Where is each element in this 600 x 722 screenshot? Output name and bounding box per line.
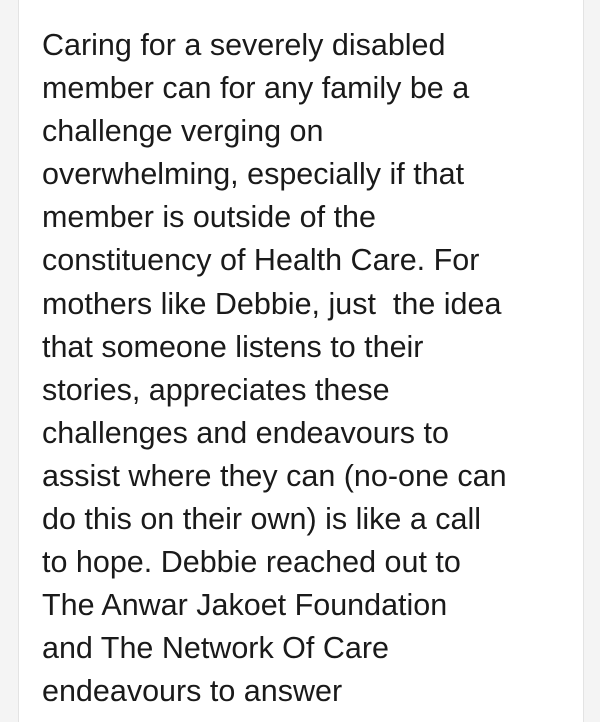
paragraph-line: challenge verging on <box>42 114 324 149</box>
paragraph-line: endeavours to answer <box>42 674 343 709</box>
article-paragraph <box>42 24 572 714</box>
paragraph-line: member can for any family be a <box>42 71 470 106</box>
paragraph-line: do this on their own) is like a call <box>42 502 482 537</box>
paragraph-line: member is outside of the <box>42 200 376 235</box>
paragraph-line: challenges and endeavours to <box>42 415 449 450</box>
paragraph-line: stories, appreciates these <box>42 372 390 407</box>
paragraph-line: and The Network Of Care <box>42 631 389 666</box>
paragraph-line: assist where they can (no-one can <box>42 458 507 493</box>
paragraph-line: overwhelming, especially if that <box>42 157 465 192</box>
document-page <box>18 0 584 722</box>
paragraph-line: constituency of Health Care. For <box>42 243 480 278</box>
paragraph-line: to hope. Debbie reached out to <box>42 545 461 580</box>
paragraph-line: that someone listens to their <box>42 329 424 364</box>
paragraph-line: Caring for a severely disabled <box>42 28 446 62</box>
paragraph-line: mothers like Debbie, just the idea <box>42 286 502 321</box>
paragraph-line: The Anwar Jakoet Foundation <box>42 588 448 623</box>
